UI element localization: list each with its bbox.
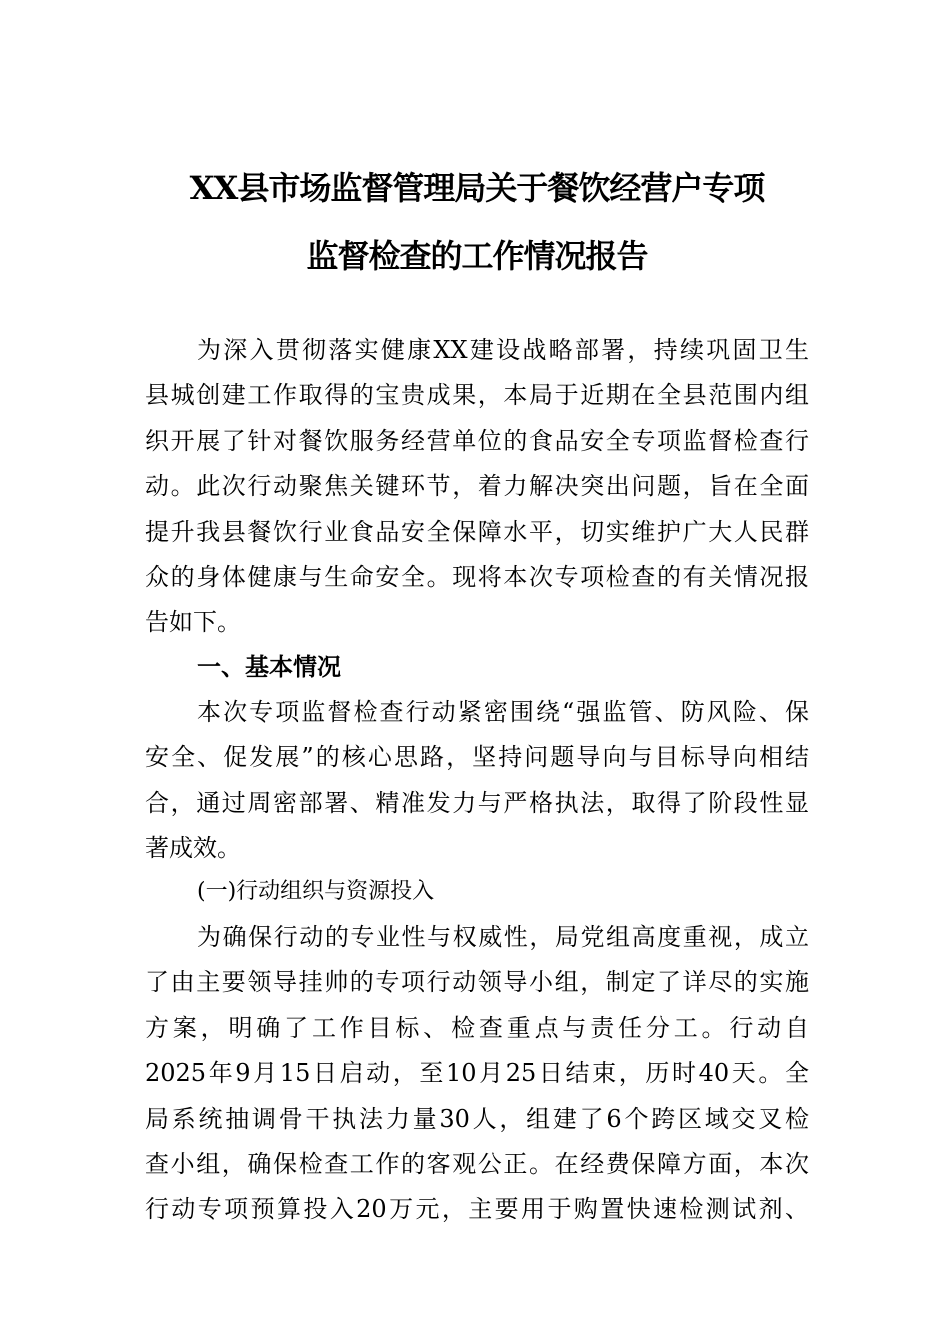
intro-line: 为深入贯彻落实健康XX建设战略部署，持续巩固卫生	[197, 336, 809, 364]
section1-line: 著成效。	[145, 834, 241, 862]
section1-line: 本次专项监督检查行动紧密围绕“强监管、防风险、保	[197, 698, 809, 726]
subsection1-line: 查小组，确保检查工作的客观公正。在经费保障方面，本次	[145, 1150, 809, 1178]
intro-line: 动。此次行动聚焦关键环节，着力解决突出问题，旨在全面	[145, 472, 809, 500]
intro-line: 提升我县餐饮行业食品安全保障水平，切实维护广大人民群	[145, 518, 809, 546]
subsection-heading-organization: (一)行动组织与资源投入	[197, 879, 435, 904]
subsection1-line: 了由主要领导挂帅的专项行动领导小组，制定了详尽的实施	[145, 968, 809, 996]
section1-line: 安全、促发展”的核心思路，坚持问题导向与目标导向相结	[145, 743, 809, 771]
section1-line: 合，通过周密部署、精准发力与严格执法，取得了阶段性显	[145, 789, 809, 817]
subsection1-line: 行动专项预算投入20万元，主要用于购置快速检测试剂、	[145, 1195, 809, 1223]
subsection1-line: 2025年9月15日启动，至10月25日结束，历时40天。全	[145, 1059, 809, 1087]
subsection1-line: 方案，明确了工作目标、检查重点与责任分工。行动自	[145, 1014, 809, 1042]
subsection1-line: 局系统抽调骨干执法力量30人，组建了6个跨区域交叉检	[145, 1105, 809, 1133]
section-heading-basic-situation: 一、基本情况	[197, 653, 341, 681]
document-title-line-2: 监督检查的工作情况报告	[306, 237, 648, 275]
intro-line: 众的身体健康与生命安全。现将本次专项检查的有关情况报	[145, 563, 809, 591]
document-title-line-1: XX县市场监督管理局关于餐饮经营户专项	[189, 169, 765, 207]
intro-line: 县城创建工作取得的宝贵成果，本局于近期在全县范围内组	[145, 381, 809, 409]
intro-line: 织开展了针对餐饮服务经营单位的食品安全专项监督检查行	[145, 427, 809, 455]
subsection1-line: 为确保行动的专业性与权威性，局党组高度重视，成立	[197, 923, 809, 951]
intro-line: 告如下。	[145, 608, 241, 636]
